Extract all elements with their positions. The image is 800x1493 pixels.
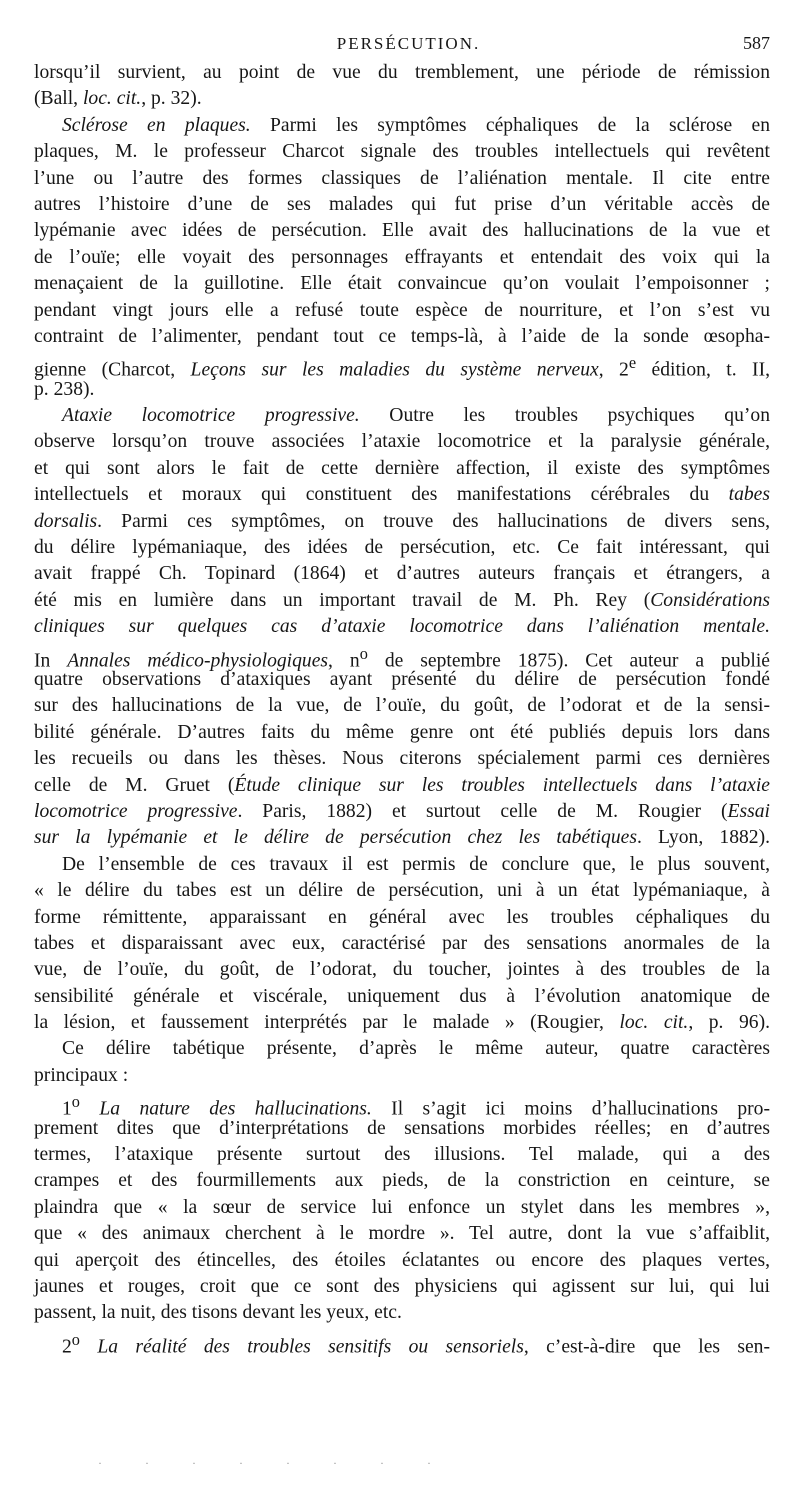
- text-line: contraint de l’alimenter, pendant tout ce temps-là, à l’aide de la sonde œsopha-: [34, 325, 770, 347]
- page-header: [34, 30, 770, 60]
- text-line: observe lorsqu’on trouve associées l’ataxie locomotrice et la paralysie générale,: [34, 431, 770, 453]
- text-line: 1$^o$ La nature des hallucinations. Il s’agit ici moins d’hallucinations pro-: [62, 1092, 770, 1120]
- text-line: qui aperçoit des étincelles, des étoiles éclatantes ou encore des plaques vertes,: [34, 1249, 770, 1271]
- text-line: forme rémittente, apparaissant en général avec les troubles céphaliques du: [34, 906, 770, 928]
- text-line: jaunes et rouges, croit que ce sont des physiciens qui agissent sur lui, qui lui: [34, 1275, 770, 1297]
- text-line: bilité générale. D’autres faits du même genre ont été publiés depuis lors dans: [34, 721, 770, 743]
- text-line: principaux :: [34, 1064, 129, 1086]
- page-number: 587: [743, 33, 770, 53]
- text-line: sur des hallucinations de la vue, de l’ouïe, du goût, de l’odorat et de la sensi-: [34, 695, 770, 717]
- text-line: In Annales médico-physiologiques, $n^o$ de septembre 1875). Cet auteur a publié: [34, 643, 771, 672]
- text-line: intellectuels et moraux qui constituent des manifestations cérébrales du tabes: [34, 484, 770, 506]
- page-bottom-dots: · · · · · · · ·: [98, 1456, 451, 1470]
- body-text: [34, 60, 771, 1358]
- text-line: crampes et des fourmillements aux pieds, de la constriction en ceinture, se: [34, 1170, 770, 1192]
- text-line: pendant vingt jours elle a refusé toute espèce de nourriture, et l’on s’est vu: [34, 299, 770, 321]
- text-line: quatre observations d’ataxiques ayant présenté du délire de persécution fondé: [34, 668, 770, 690]
- text-line: et qui sont alors le fait de cette dernière affection, il existe des symptômes: [34, 457, 770, 479]
- text-line: avait frappé Ch. Topinard (1864) et d’autres auteurs français et étrangers, a: [34, 563, 770, 585]
- text-line: du délire lypémaniaque, des idées de persécution, etc. Ce fait intéressant, qui: [34, 537, 770, 559]
- text-line: sensibilité générale et viscérale, uniquement dus à l’évolution anatomique de: [34, 985, 770, 1007]
- text-line: les recueils ou dans les thèses. Nous citerons spécialement parmi ces dernières: [34, 748, 770, 770]
- text-line: cliniques sur quelques cas d’ataxie locomotrice dans l’aliénation mentale.: [34, 616, 770, 638]
- text-line: gienne (Charcot, Leçons sur les maladies du système nerveux, 2e édition, t. II,: [34, 353, 771, 381]
- text-line: été mis en lumière dans un important travail de M. Ph. Rey (Considérations: [34, 589, 770, 611]
- text-line: dorsalis. Parmi ces symptômes, on trouve des hallucinations de divers sens,: [34, 510, 770, 532]
- text-line: prement dites que d’interprétations de sensations morbides réelles; en d’autres: [34, 1117, 770, 1139]
- text-line: locomotrice progressive. Paris, 1882) et surtout celle de M. Rougier (Essai: [34, 800, 770, 822]
- text-line: « le délire du tabes est un délire de persécution, uni à un état lypémaniaque, à: [34, 880, 770, 902]
- document-page: [34, 30, 771, 1358]
- text-line: sur la lypémanie et le délire de persécution chez les tabétiques. Lyon, 1882).: [34, 827, 771, 849]
- text-line: l’une ou l’autre des formes classiques de l’aliénation mentale. Il cite entre: [34, 167, 770, 189]
- text-line: Ataxie locomotrice progressive. Outre les troubles psychiques qu’on: [62, 405, 770, 427]
- text-line: Ce délire tabétique présente, d’après le même auteur, quatre caractères: [62, 1038, 770, 1060]
- text-line: plaques, M. le professeur Charcot signale des troubles intellectuels qui revêtent: [34, 141, 770, 163]
- text-line: 2$^o$ La réalité des troubles sensitifs ou sensoriels, c’est-à-dire que les sen-: [62, 1329, 770, 1358]
- text-line: De l’ensemble de ces travaux il est permis de conclure que, le plus souvent,: [62, 853, 770, 875]
- text-line: p. 238).: [34, 378, 95, 400]
- text-line: celle de M. Gruet (Étude clinique sur les troubles intellectuels dans l’ataxie: [34, 774, 770, 796]
- text-line: lorsqu’il survient, au point de vue du tremblement, une période de rémission: [34, 62, 770, 83]
- text-line: de l’ouïe; elle voyait des personnages effrayants et entendait des voix qui la: [34, 246, 770, 268]
- text-line: lypémanie avec idées de persécution. Elle avait des hallucinations de la vue et: [34, 220, 770, 242]
- text-line: que « des animaux cherchent à le mordre ». Tel autre, dont la vue s’affaiblit,: [34, 1223, 770, 1245]
- text-line: plaindra que « la sœur de service lui enfonce un stylet dans les membres »,: [34, 1196, 770, 1218]
- text-line: (Ball, loc. cit., p. 32).: [34, 88, 202, 110]
- text-line: vue, de l’ouïe, du goût, de l’odorat, du toucher, jointes à des troubles de la: [34, 959, 770, 981]
- text-line: tabes et disparaissant avec eux, caractérisé par des sensations anormales de la: [34, 932, 770, 954]
- text-line: la lésion, et faussement interprétés par le malade » (Rougier, loc. cit., p. 96).: [34, 1012, 770, 1034]
- running-title: PERSÉCUTION.: [336, 34, 481, 53]
- text-line: Sclérose en plaques. Parmi les symptômes céphaliques de la sclérose en: [62, 114, 770, 136]
- text-line: menaçaient de la guillotine. Elle était convaincue qu’on voulait l’empoisonner ;: [34, 273, 770, 295]
- text-line: termes, l’ataxique présente surtout des illusions. Tel malade, qui a des: [34, 1144, 770, 1166]
- text-line: passent, la nuit, des tisons devant les yeux, etc.: [34, 1302, 402, 1324]
- text-line: autres l’histoire d’une de ses malades qui fut prise d’un véritable accès de: [34, 193, 770, 215]
